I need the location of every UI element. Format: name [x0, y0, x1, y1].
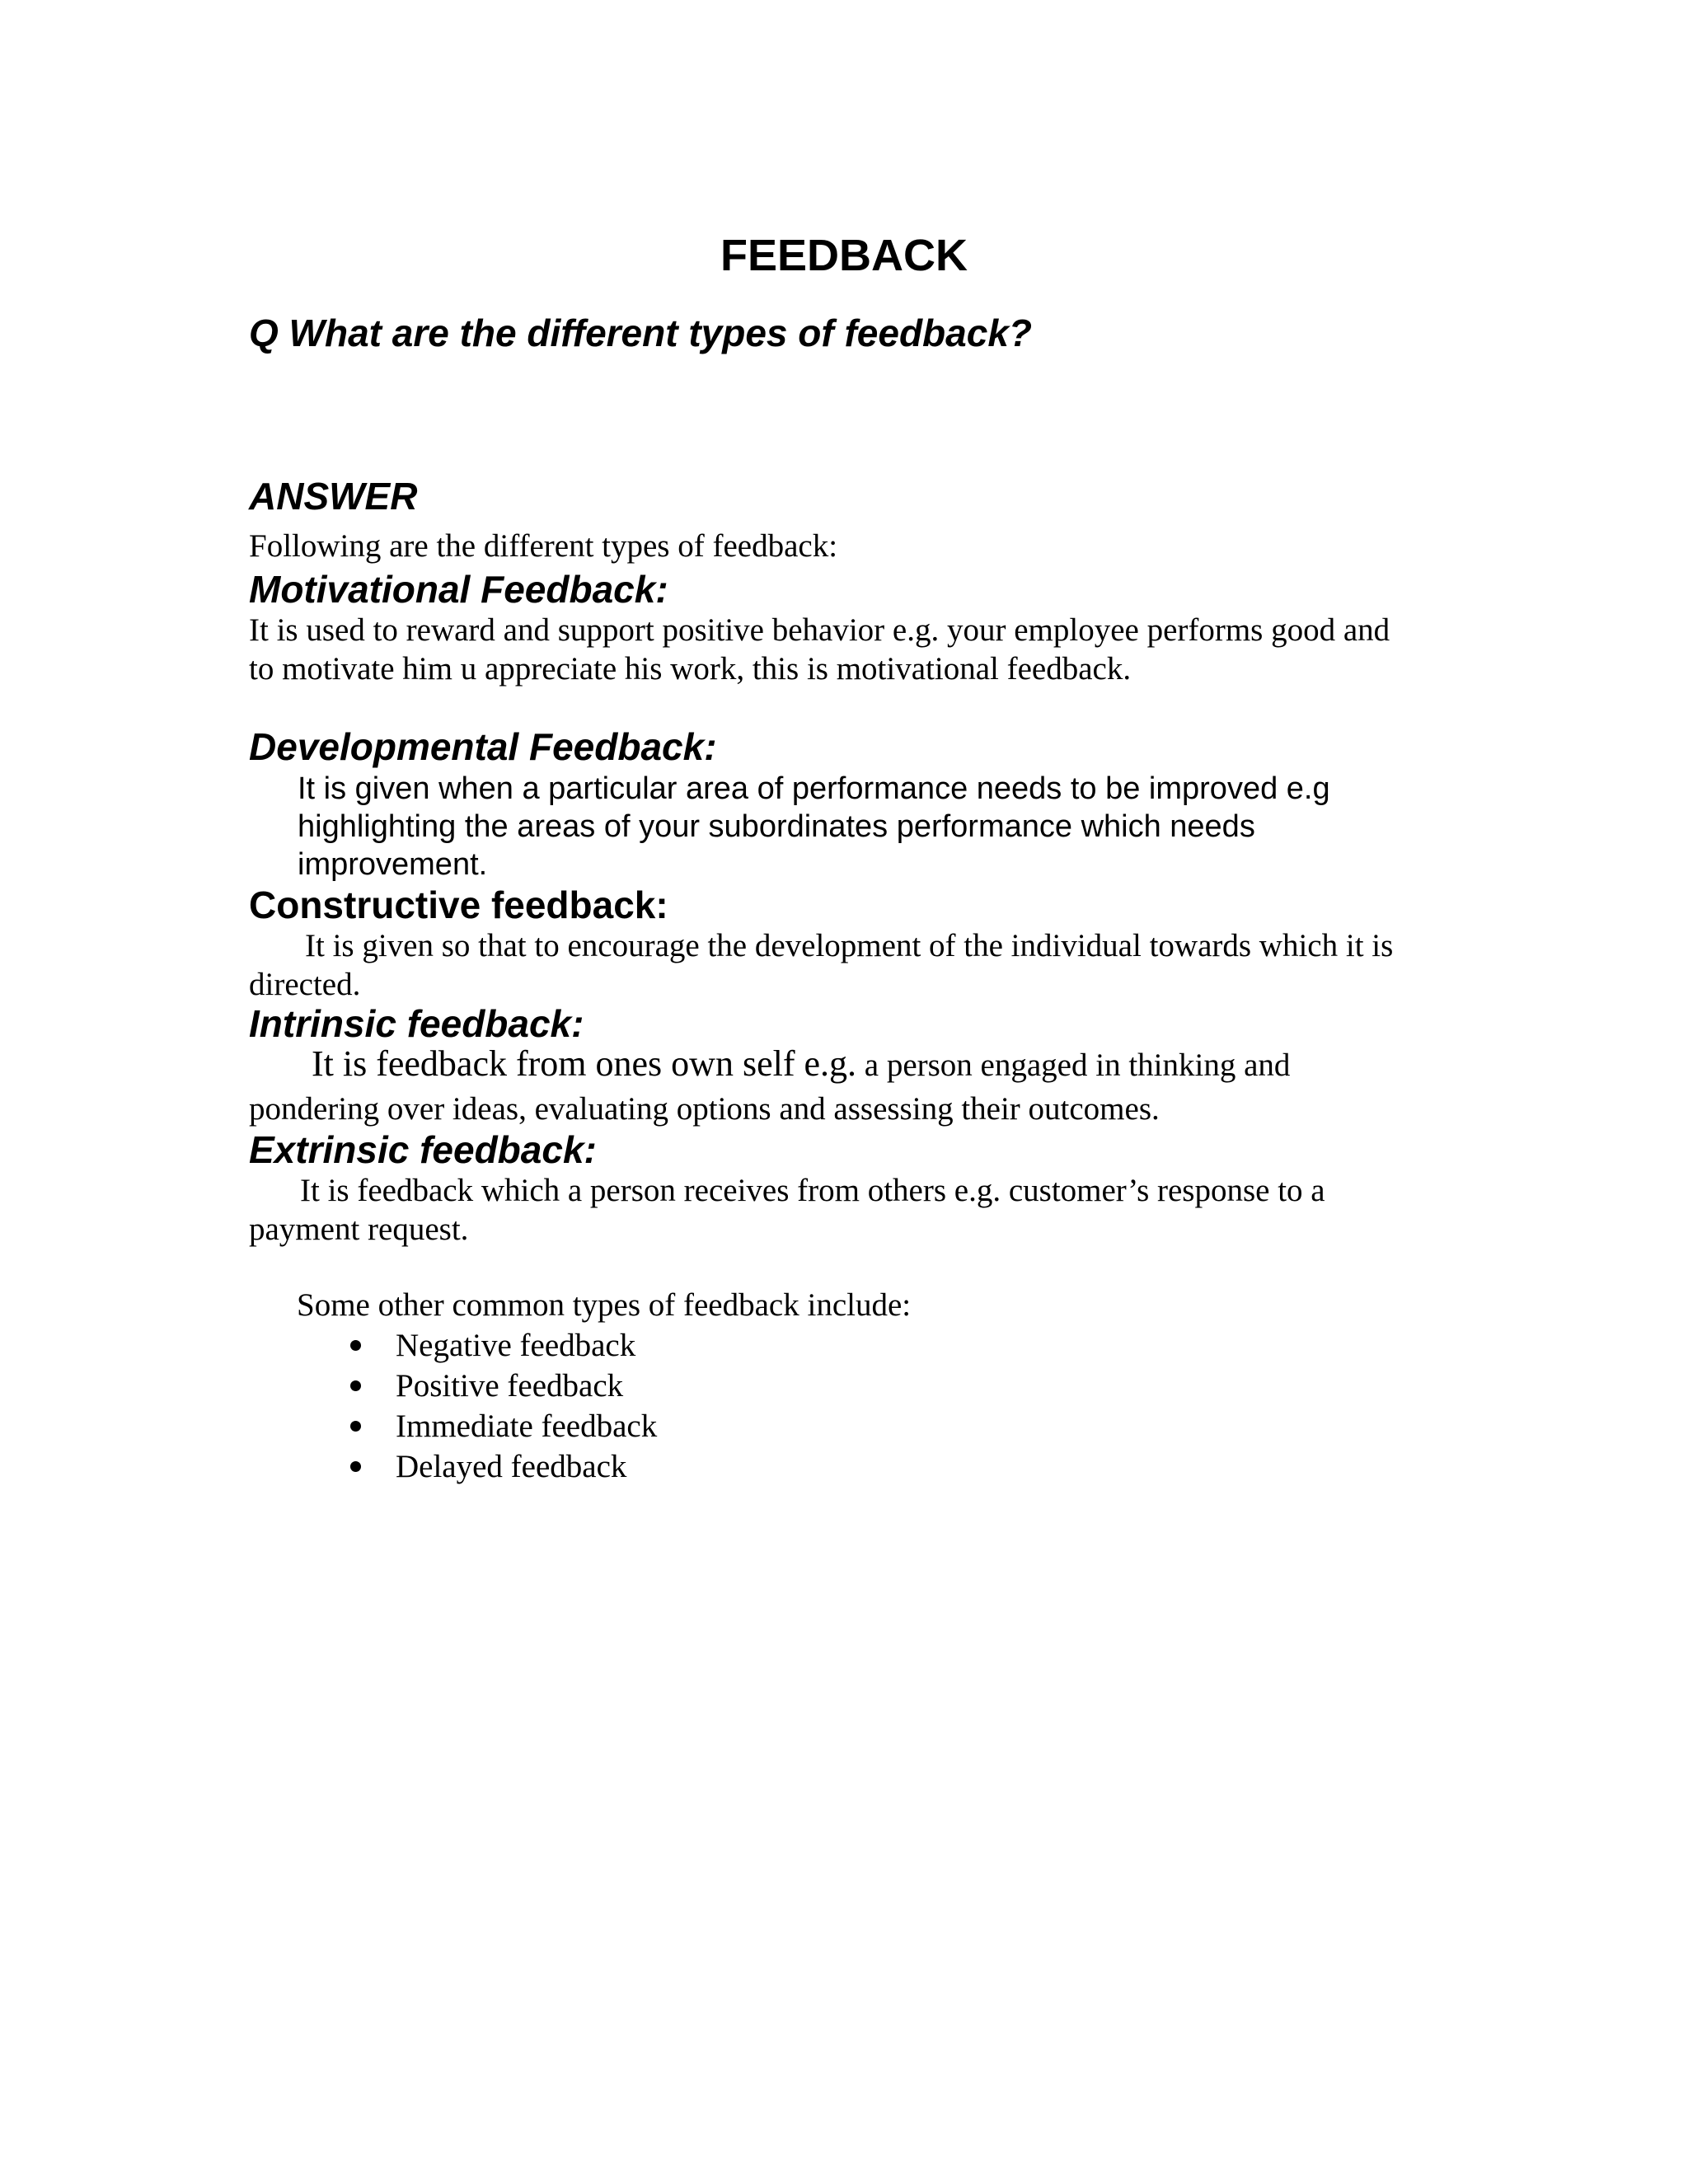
section-text-developmental-line-1: It is given when a particular area of performance needs to be improved e.g — [298, 771, 1330, 806]
section-heading-developmental: Developmental Feedback: — [249, 725, 717, 768]
other-types-intro: Some other common types of feedback include: — [297, 1287, 912, 1323]
bullet-icon — [350, 1461, 361, 1472]
bullet-icon — [350, 1421, 361, 1432]
list-item — [346, 1406, 657, 1446]
intrinsic-large-text: It is feedback from ones own self e.g. — [312, 1043, 857, 1084]
section-text-intrinsic-line-2: pondering over ideas, evaluating options and assessing their outcomes. — [249, 1091, 1160, 1127]
section-heading-intrinsic: Intrinsic feedback: — [249, 1002, 584, 1045]
section-text-extrinsic-line-1: It is feedback which a person receives from others e.g. customer’s response to a — [300, 1173, 1325, 1208]
bullet-icon — [350, 1340, 361, 1351]
list-item — [346, 1446, 657, 1487]
section-heading-extrinsic: Extrinsic feedback: — [249, 1128, 597, 1171]
list-item — [346, 1325, 657, 1366]
section-text-motivational-line-1: It is used to reward and support positive behavior e.g. your employee performs good and — [249, 612, 1390, 648]
answer-intro: Following are the different types of feedback: — [249, 528, 838, 564]
question-heading: Q What are the different types of feedback? — [249, 312, 1033, 354]
section-heading-motivational: Motivational Feedback: — [249, 568, 668, 611]
section-text-developmental-line-2: highlighting the areas of your subordinates performance which needs — [298, 809, 1255, 844]
bullet-icon — [350, 1380, 361, 1391]
section-text-constructive-line-2: directed. — [249, 967, 361, 1002]
answer-heading: ANSWER — [249, 475, 418, 518]
document-title: FEEDBACK — [720, 231, 968, 280]
section-text-developmental-line-3: improvement. — [298, 847, 488, 882]
other-types-list — [346, 1325, 657, 1487]
section-heading-constructive: Constructive feedback: — [249, 883, 668, 926]
section-text-intrinsic-line-1 — [312, 1044, 1290, 1085]
intrinsic-rest-text: a person engaged in thinking and — [864, 1047, 1291, 1083]
list-item-label: Delayed feedback — [396, 1449, 627, 1484]
section-text-motivational-line-2: to motivate him u appreciate his work, this is motivational feedback. — [249, 651, 1132, 687]
list-item-label: Negative feedback — [396, 1328, 636, 1363]
list-item-label: Positive feedback — [396, 1368, 624, 1404]
section-text-constructive-line-1: It is given so that to encourage the development of the individual towards which it is — [305, 928, 1394, 963]
list-item-label: Immediate feedback — [396, 1408, 658, 1444]
section-text-extrinsic-line-2: payment request. — [249, 1212, 469, 1247]
list-item — [346, 1366, 657, 1406]
